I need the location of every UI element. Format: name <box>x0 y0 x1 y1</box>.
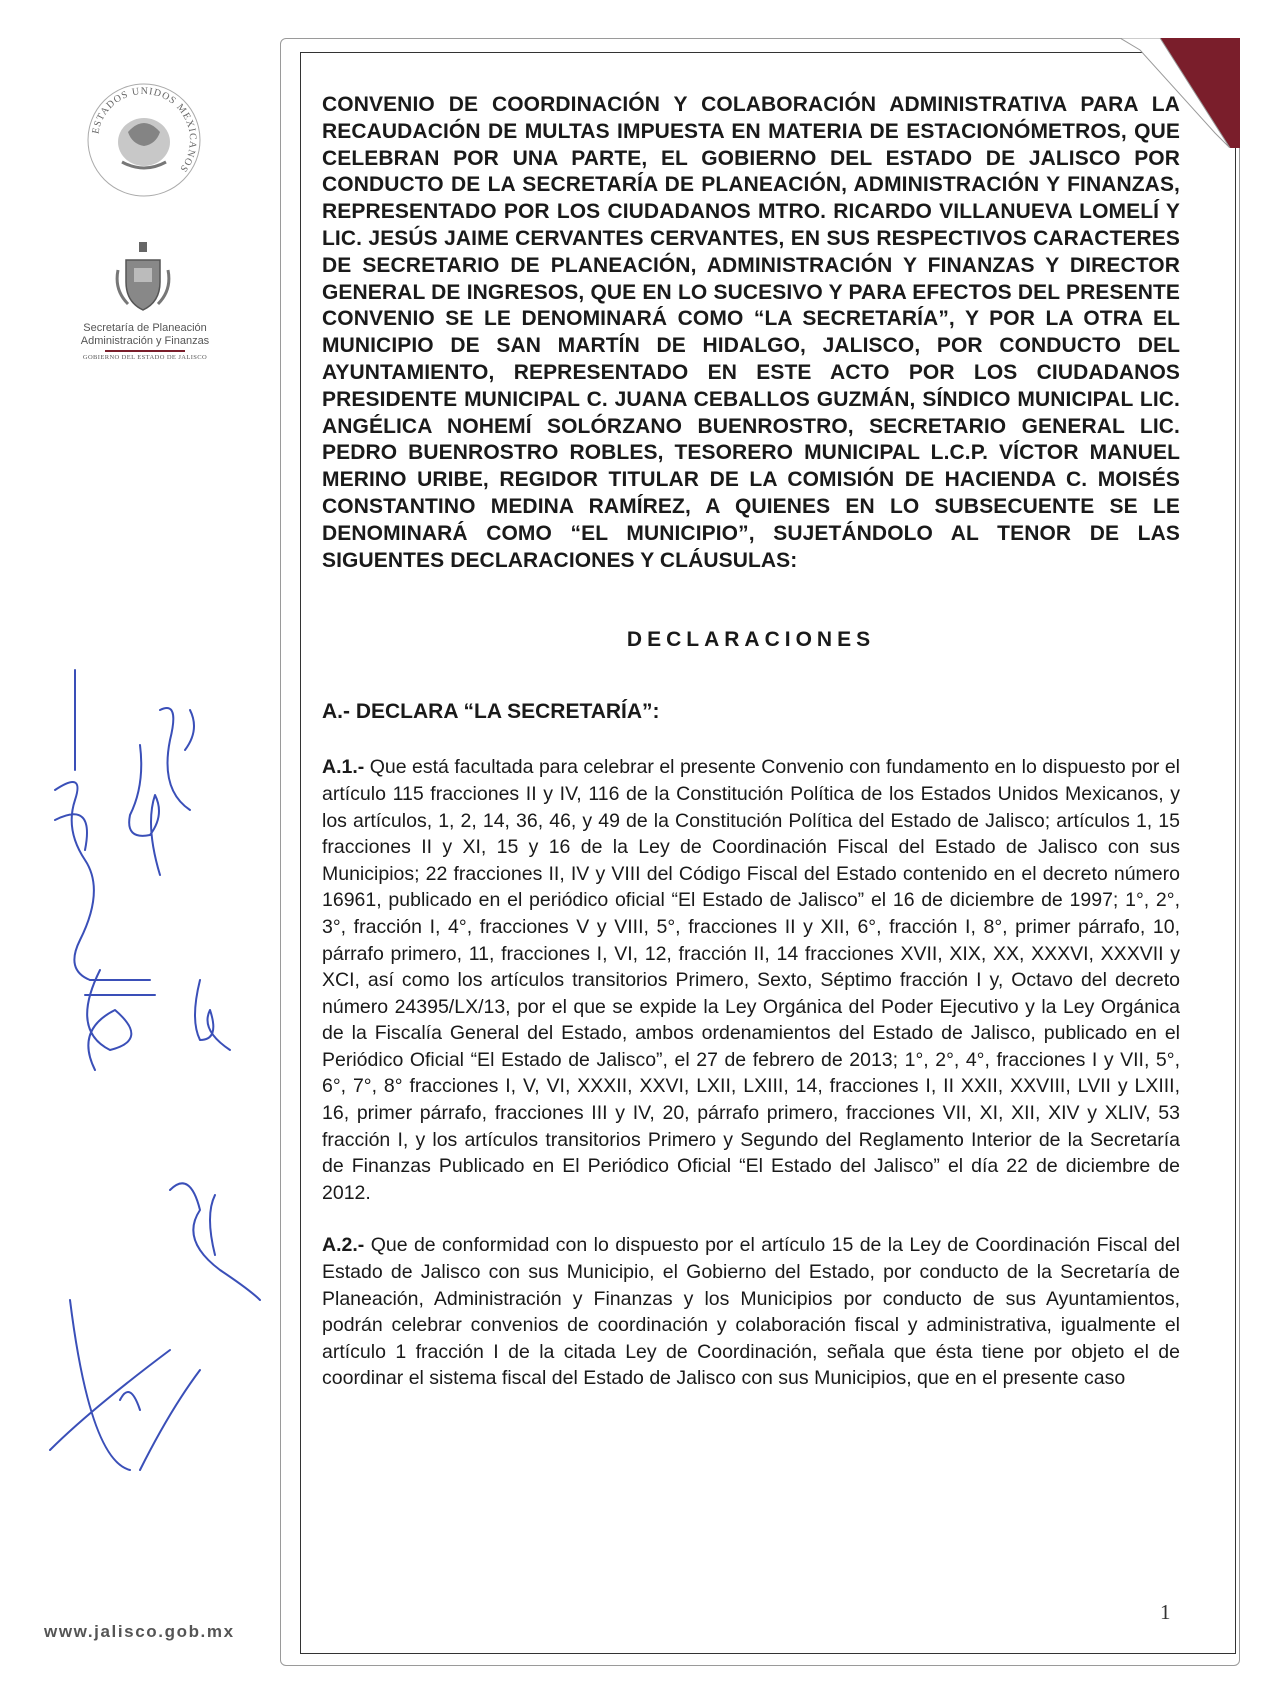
department-line-2: Administración y Finanzas <box>80 335 210 347</box>
seal-ring-text: ESTADOS UNIDOS MEXICANOS <box>90 85 199 175</box>
clause-a1 <box>322 754 1180 1206</box>
clause-a1-text: Que está facultada para celebrar el presente Convenio con fundamento en lo dispuesto por el artículo 115 fracciones II y IV, 116 de la Constitución Política de los Estados Unidos Mexicanos, y los artículos, 1, 2, 14, 36, 46, y 49 de la Constitución Política del Estado de Jalisco; artículos 1, 15 fracciones II y XI, 15 y 16 de la Ley de Coordinación Fiscal del Estado de Jalisco con sus Municipios; 22 fracciones II, IV y VIII del Código Fiscal del Estado contenido en el decreto número 16961, publicado en el periódico oficial “El Estado de Jalisco” el 16 de diciembre de 1997; 1°, 2°, 3°, fracción I, 4°, fracciones V y VIII, 5°, fracciones II y XII, 6°, fracción I, 8°, primer párrafo, 10, párrafo primero, 11, fracciones I, VI, 12, fracción II, 14 fracciones XVII, XIX, XX, XXXVI, XXXVII y XCI, así como los artículos transitorios Primero, Sexto, Séptimo fracción I y, Octavo del decreto número 24395/LX/13, por el que se expide la Ley Orgánica del Poder Ejecutivo y la Ley Orgánica de la Fiscalía General del Estado, ambos ordenamientos del Estado de Jalisco, publicado en el Periódico Oficial “El Estado de Jalisco”, el 27 de febrero de 2013; 1°, 2°, 4°, fracciones I y VII, 5°, 6°, 7°, 8° fracciones I, V, VI, XXXII, XXVI, LXII, LXIII, 14, fracciones I, II XXII, XXVIII, LVII y LXIII, 16, primer párrafo, fracciones III y IV, 20, párrafo primero, fracciones VII, XI, XII, XIV y XLIV, 53 fracción I, y los artículos transitorios Primero y Segundo del Reglamento Interior de la Secretaría de Finanzas Publicado en El Periódico Oficial “El Estado del Jalisco” el día 22 de diciembre de 2012. <box>322 756 1181 1204</box>
signature-2 <box>129 708 194 875</box>
signature-5 <box>170 1183 260 1300</box>
signature-1 <box>55 670 94 980</box>
website-url: www.jalisco.gob.mx <box>44 1622 235 1641</box>
mexican-coat-of-arms-seal <box>84 80 204 200</box>
margin-signatures <box>30 650 280 1570</box>
clause-a2-label: A.2.- <box>322 1234 365 1257</box>
clause-a2-text: Que de conformidad con lo dispuesto por el artículo 15 de la Ley de Coordinación Fiscal del Estado de Jalisco con sus Municipio, el Gobierno del Estado, por conducto de la Secretaría de Planeación, Administración y Finanzas y los Municipios por conducto de sus Ayuntamientos, podrán celebrar convenios de coordinación y colaboración fiscal y administrativa, igualmente el artículo 1 fracción I de la citada Ley de Coordinación, señala que ésta tiene por objeto el de coordinar el sistema fiscal del Estado de Jalisco con sus Municipios, que en el presente caso <box>322 1234 1180 1390</box>
signature-6 <box>50 1300 200 1470</box>
agreement-title: CONVENIO DE COORDINACIÓN Y COLABORACIÓN ADMINISTRATIVA PARA LA RECAUDACIÓN DE MULTAS IMPUESTA EN MATERIA DE ESTACIONÓMETROS, QUE CELEBRAN POR UNA PARTE, EL GOBIERNO DEL ESTADO DE JALISCO POR CONDUCTO DE LA SECRETARÍA DE PLANEACIÓN, ADMINISTRACIÓN Y FINANZAS, REPRESENTADO POR LOS CIUDADANOS MTRO. RICARDO VILLANUEVA LOMELÍ Y LIC. JESÚS JAIME CERVANTES CERVANTES, EN SUS RESPECTIVOS CARACTERES DE SECRETARIO DE PLANEACIÓN, ADMINISTRACIÓN Y FINANZAS Y DIRECTOR GENERAL DE INGRESOS, QUE EN LO SUCESIVO Y PARA EFECTOS DEL PRESENTE CONVENIO SE LE DENOMINARÁ COMO “LA SECRETARÍA”, Y POR LA OTRA EL MUNICIPIO DE SAN MARTÍN DE HIDALGO, JALISCO, POR CONDUCTO DEL AYUNTAMIENTO, REPRESENTADO EN ESTE ACTO POR LOS CIUDADANOS PRESIDENTE MUNICIPAL C. JUANA CEBALLOS GUZMÁN, SÍNDICO MUNICIPAL LIC. ANGÉLICA NOHEMÍ SOLÓRZANO BUENROSTRO, SECRETARIO GENERAL LIC. PEDRO BUENROSTRO ROBLES, TESORERO MUNICIPAL L.C.P. VÍCTOR MANUEL MERINO URIBE, REGIDOR TITULAR DE LA COMISIÓN DE HACIENDA C. MOISÉS CONSTANTINO MEDINA RAMÍREZ, A QUIENES EN LO SUBSECUENTE SE LE DENOMINARÁ COMO “EL MUNICIPIO”, SUJETÁNDOLO AL TENOR DE LAS SIGUENTES DECLARACIONES Y CLÁUSULAS: <box>322 93 1180 572</box>
clause-a2 <box>322 1232 1180 1392</box>
page-number: 1 <box>1160 1600 1171 1624</box>
clause-a1-label: A.1.- <box>322 756 365 779</box>
department-line-3: GOBIERNO DEL ESTADO DE JALISCO <box>82 354 208 361</box>
signature-4 <box>195 980 230 1050</box>
jalisco-crest-icon <box>112 240 174 320</box>
department-line-1: Secretaría de Planeación <box>83 322 207 334</box>
department-name-block <box>50 322 240 361</box>
section-heading-declarations: DECLARACIONES <box>626 628 876 652</box>
subheading-declara-la-secretaria: A.- DECLARA “LA SECRETARÍA”: <box>322 700 660 724</box>
signature-3 <box>85 970 155 1070</box>
document-body <box>322 92 1180 1392</box>
department-divider <box>105 350 185 352</box>
